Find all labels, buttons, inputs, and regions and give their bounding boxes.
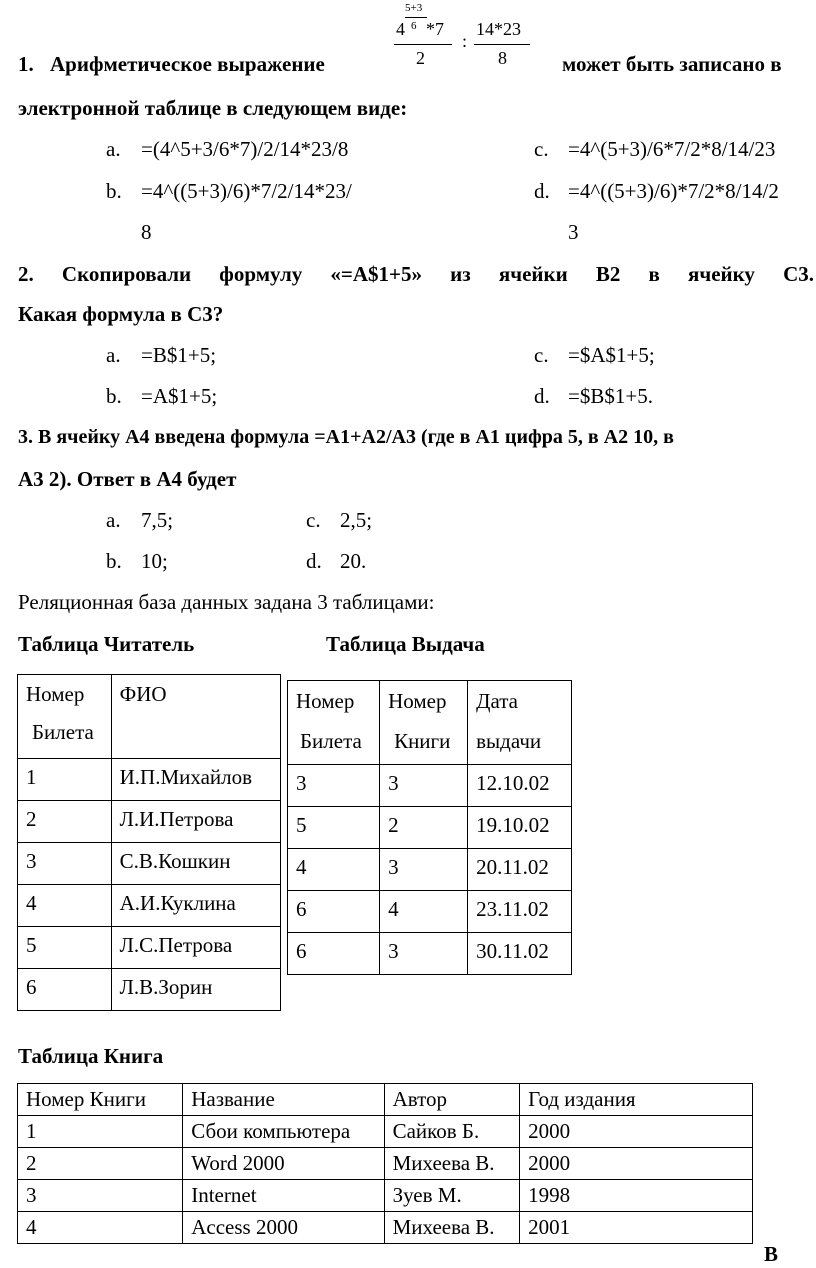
reader-header-ticket — [18, 675, 112, 759]
table-cell: 2 — [26, 807, 37, 831]
table-cell: Л.И.Петрова — [119, 807, 234, 831]
issue-table — [287, 680, 572, 975]
header-text: Номер — [388, 689, 447, 713]
table-cell: 6 — [26, 975, 37, 999]
q3-opt-b-label: b. — [106, 549, 122, 573]
formula-den1: 2 — [416, 48, 425, 68]
table-cell: 4 — [388, 897, 399, 921]
table-row — [288, 849, 572, 891]
q3-opt-d-label: d. — [306, 549, 322, 573]
table-cell: И.П.Михайлов — [119, 765, 253, 789]
reader-header-name: ФИО — [111, 675, 280, 759]
table-cell: 1998 — [528, 1183, 571, 1207]
table-cell: 5 — [296, 813, 307, 837]
q2-opt-a: =B$1+5; — [141, 343, 217, 367]
q2-opt-d: =$B$1+5. — [568, 384, 653, 408]
header-text: Номер — [26, 682, 85, 706]
table-cell: 4 — [26, 1215, 37, 1239]
q3-opt-c-label: c. — [306, 508, 321, 532]
issue-header-ticket — [288, 681, 380, 765]
table-row — [18, 1212, 753, 1244]
table-row — [18, 927, 281, 969]
q3-line2: А3 2). Ответ в А4 будет — [18, 467, 237, 491]
table-cell: С.В.Кошкин — [119, 849, 231, 873]
issue-header-book — [380, 681, 468, 765]
table-cell: 12.10.02 — [476, 771, 550, 795]
table-cell: Сайков Б. — [392, 1119, 480, 1143]
q2-opt-a-label: a. — [106, 343, 121, 367]
header-text: Дата — [476, 689, 518, 713]
table-cell: 1 — [26, 765, 37, 789]
q1-line2: электронной таблице в следующем виде: — [18, 96, 408, 120]
q1-opt-b: =4^((5+3)/6)*7/2/14*23/ — [141, 179, 352, 203]
q1-text-before: Арифметическое выражение — [50, 52, 325, 76]
q2-opt-d-label: d. — [534, 384, 550, 408]
q1-formula — [392, 0, 542, 80]
table-cell: 2 — [26, 1151, 37, 1175]
table-cell: 3 — [26, 1183, 37, 1207]
table-row — [18, 1116, 753, 1148]
table-row — [18, 1148, 753, 1180]
q3-opt-b: 10; — [141, 549, 168, 573]
formula-den2: 8 — [498, 48, 507, 68]
issue-header-date — [468, 681, 572, 765]
table-cell: 2000 — [528, 1151, 571, 1175]
table-cell: Access 2000 — [191, 1215, 298, 1239]
table-cell: 4 — [26, 891, 37, 915]
formula-exp-den: 6 — [411, 20, 417, 32]
table-cell: Михеева В. — [392, 1215, 495, 1239]
formula-num2: 14*23 — [476, 19, 521, 39]
table-header-cell: Номер Книги — [26, 1087, 146, 1111]
table-row — [18, 1180, 753, 1212]
table-header-cell: Автор — [392, 1087, 448, 1111]
header-text: Билета — [300, 729, 362, 753]
table-cell: 23.11.02 — [476, 897, 549, 921]
q1-opt-c: =4^(5+3)/6*7/2*8/14/23 — [568, 137, 776, 161]
reader-table — [17, 674, 281, 1011]
table-cell: 2 — [388, 813, 399, 837]
q1-number: 1. — [18, 52, 34, 76]
table-header-row — [18, 1084, 753, 1116]
reader-table-title: Таблица Читатель — [18, 632, 195, 656]
q2-line1: 2. Скопировали формулу «=A$1+5» из ячейки B2 в ячейку C3. — [18, 262, 814, 286]
q3-opt-a: 7,5; — [141, 508, 174, 532]
table-cell: 3 — [388, 939, 399, 963]
table-cell: Л.В.Зорин — [119, 975, 213, 999]
q1-opt-d: =4^((5+3)/6)*7/2*8/14/2 — [568, 179, 779, 203]
table-cell: 3 — [388, 855, 399, 879]
table-cell: Word 2000 — [191, 1151, 285, 1175]
q3-line1: 3. В ячейку А4 введена формула =А1+А2/А3 (где в А1 цифра 5, в А2 10, в — [18, 426, 674, 448]
table-header-cell: Год издания — [528, 1087, 636, 1111]
table-row — [288, 765, 572, 807]
table-cell: 2000 — [528, 1119, 571, 1143]
table-row — [288, 891, 572, 933]
table-cell: 5 — [26, 933, 37, 957]
table-cell: Сбои компьютера — [191, 1119, 351, 1143]
db-intro: Реляционная база данных задана 3 таблицами: — [18, 590, 435, 614]
q1-opt-a: =(4^5+3/6*7)/2/14*23/8 — [141, 137, 349, 161]
table-row — [288, 807, 572, 849]
table-row — [18, 759, 281, 801]
q1-opt-a-label: a. — [106, 137, 121, 161]
table-cell: 6 — [296, 939, 307, 963]
table-cell: 2001 — [528, 1215, 571, 1239]
formula-exp-num: 5+3 — [405, 2, 423, 14]
q3-opt-a-label: a. — [106, 508, 121, 532]
table-cell: 30.11.02 — [476, 939, 549, 963]
book-table-title: Таблица Книга — [18, 1044, 164, 1068]
formula-base: 4 — [396, 19, 405, 39]
q1-opt-d-cont: 3 — [568, 220, 579, 244]
table-cell: 6 — [296, 897, 307, 921]
table-row — [288, 933, 572, 975]
header-text: Билета — [32, 720, 94, 744]
q1-opt-d-label: d. — [534, 179, 550, 203]
table-header-cell: Название — [191, 1087, 275, 1111]
issue-table-title: Таблица Выдача — [326, 632, 485, 656]
table-cell: Internet — [191, 1183, 257, 1207]
table-row — [18, 969, 281, 1011]
q2-opt-b-label: b. — [106, 384, 122, 408]
table-cell: 20.11.02 — [476, 855, 549, 879]
q3-opt-d: 20. — [340, 549, 367, 573]
q2-opt-c-label: c. — [534, 343, 549, 367]
q2-line2: Какая формула в C3? — [18, 302, 224, 326]
header-text: Книги — [394, 729, 451, 753]
table-cell: 19.10.02 — [476, 813, 550, 837]
q1-opt-c-label: c. — [534, 137, 549, 161]
table-cell: 3 — [388, 771, 399, 795]
q1-opt-b-label: b. — [106, 179, 122, 203]
q1-opt-b-cont: 8 — [141, 220, 152, 244]
header-text: выдачи — [476, 729, 542, 753]
table-row — [18, 843, 281, 885]
table-cell: Л.С.Петрова — [119, 933, 233, 957]
q3-opt-c: 2,5; — [340, 508, 373, 532]
table-cell: 4 — [296, 855, 307, 879]
table-cell: 1 — [26, 1119, 37, 1143]
book-table — [17, 1083, 753, 1244]
q2-opt-b: =A$1+5; — [141, 384, 218, 408]
table-cell: Михеева В. — [392, 1151, 495, 1175]
header-text: Номер — [296, 689, 355, 713]
table-row — [18, 801, 281, 843]
table-cell: 3 — [26, 849, 37, 873]
table-cell: 3 — [296, 771, 307, 795]
table-row — [18, 885, 281, 927]
formula-colon: : — [462, 31, 468, 51]
formula-mult: *7 — [426, 19, 444, 39]
q2-opt-c: =$A$1+5; — [568, 343, 655, 367]
table-cell: А.И.Куклина — [119, 891, 236, 915]
trailing-letter: В — [764, 1242, 779, 1266]
table-cell: Зуев М. — [392, 1183, 462, 1207]
q1-text-after: может быть записано в — [562, 52, 782, 76]
